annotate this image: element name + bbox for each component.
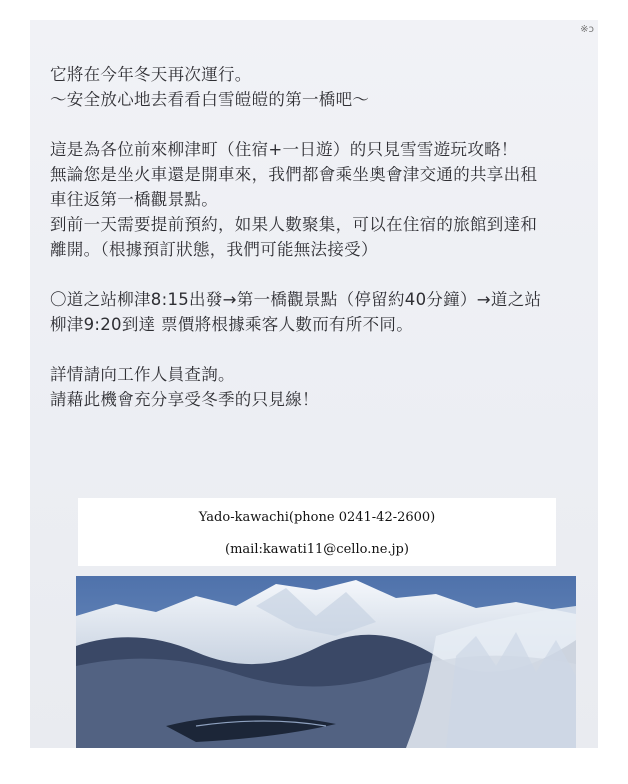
notice-line: 請藉此機會充分享受冬季的只見線！ (50, 390, 319, 409)
notice-line: 到前一天需要提前預約，如果人數聚集，可以在住宿的旅館到達和 (50, 215, 538, 234)
paragraph-gap (50, 112, 590, 137)
notice-line: ～安全放心地去看看白雪皚皚的第一橋吧～ (50, 90, 370, 109)
notice-line: 離開。（根據預訂狀態，我們可能無法接受） (50, 240, 378, 259)
paragraph-gap (50, 337, 590, 362)
notice-line: 〇道之站柳津8:15出發→第一橋觀景點（停留約40分鐘）→道之站 (50, 290, 542, 309)
notice-line: 詳情請向工作人員查詢。 (50, 365, 235, 384)
notice-text (50, 62, 590, 412)
contact-box (78, 498, 556, 566)
notice-paper (30, 20, 598, 748)
paragraph-gap (50, 262, 590, 287)
snowy-valley-illustration (76, 576, 576, 748)
contact-mail: (mail:kawati11@cello.ne.jp) (225, 542, 409, 557)
notice-line: 它將在今年冬天再次運行。 (50, 65, 252, 84)
notice-line: 這是為各位前來柳津町（住宿+一日遊）的只見雪雪遊玩攻略！ (50, 140, 518, 159)
corner-mark: ※ↄ (580, 24, 594, 35)
notice-line: 車往返第一橋觀景點。 (50, 190, 218, 209)
frosted-branches (446, 632, 576, 748)
notice-line: 柳津9:20到達 票價將根據乘客人數而有所不同。 (50, 315, 413, 334)
snowy-mountain-photo (76, 576, 576, 748)
contact-phone: Yado-kawachi(phone 0241-42-2600) (198, 510, 436, 525)
notice-line: 無論您是坐火車還是開車來，我們都會乘坐奧會津交通的共享出租 (50, 165, 538, 184)
